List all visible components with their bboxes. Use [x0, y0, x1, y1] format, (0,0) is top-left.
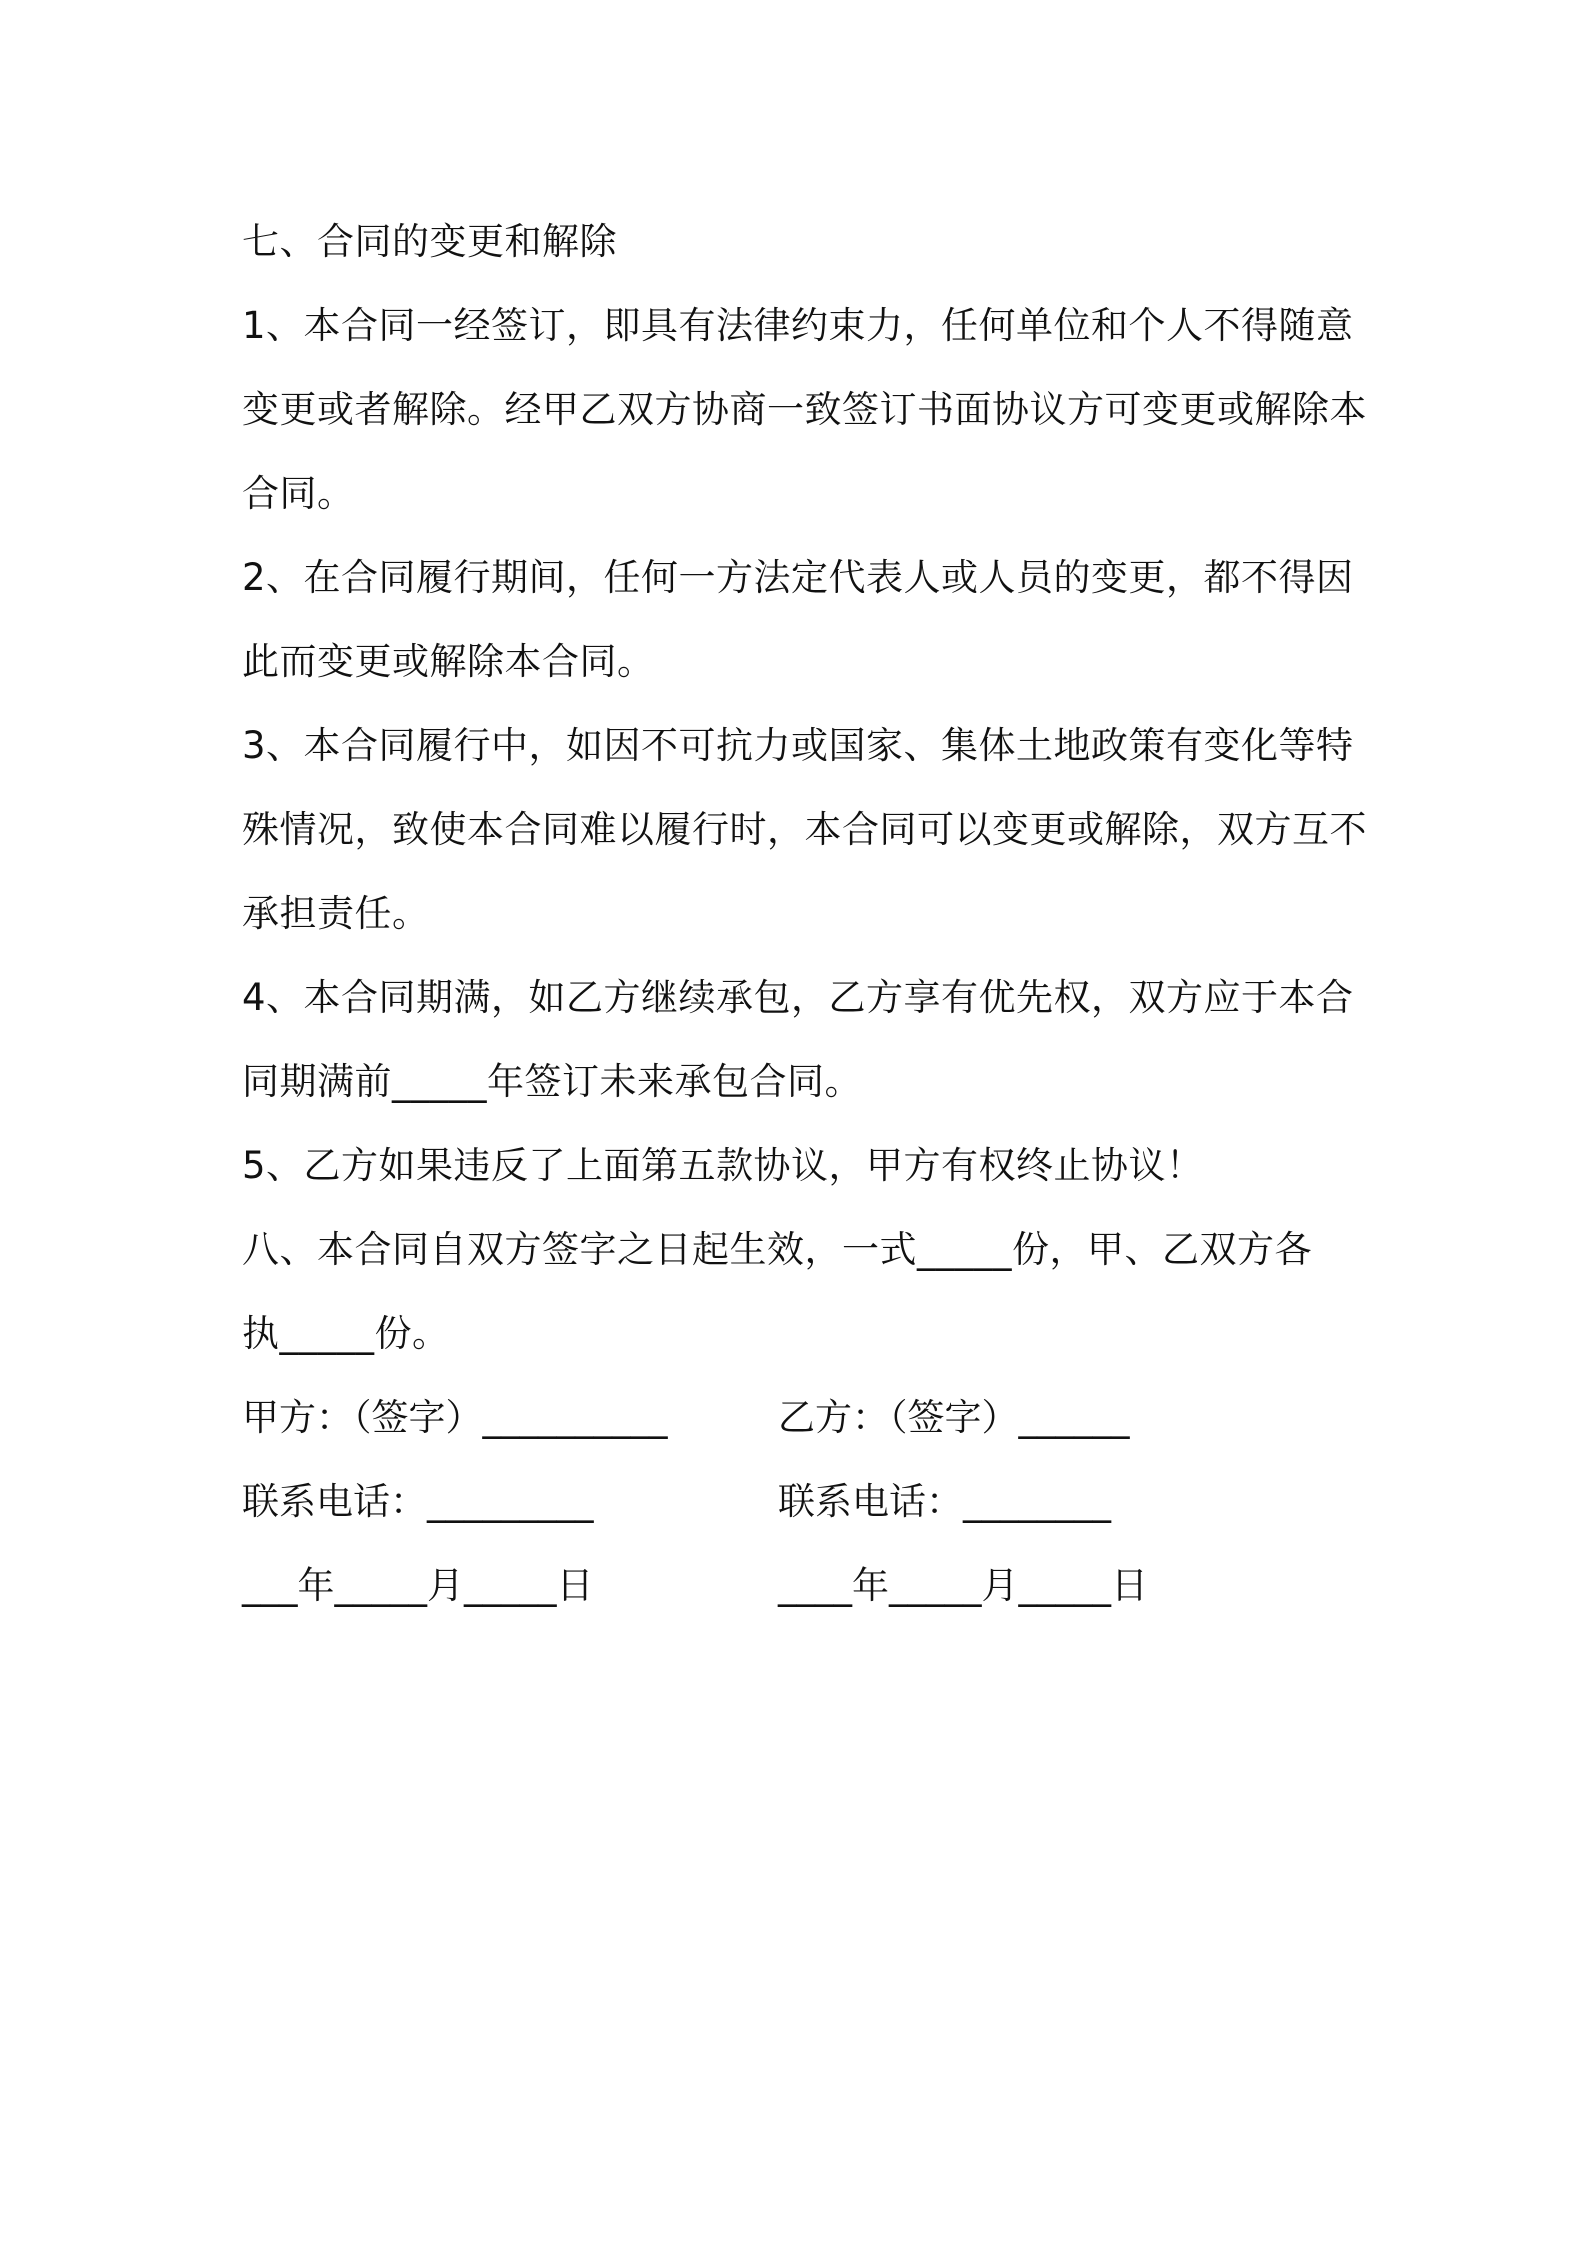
- phone-row: [242, 1460, 1362, 1544]
- paragraph-line: 5、乙方如果违反了上面第五款协议，甲方有权终止协议！: [242, 1144, 1204, 1187]
- signature-row: [242, 1376, 1362, 1460]
- paragraph-line: 此而变更或解除本合同。: [242, 640, 655, 683]
- paragraph-line: 变更或者解除。经甲乙双方协商一致签订书面协议方可变更或解除本: [242, 388, 1367, 431]
- section-title: 七、合同的变更和解除: [242, 220, 617, 263]
- party-a-phone: 联系电话：_________: [242, 1480, 594, 1523]
- party-b-signature: 乙方：（签字）______: [778, 1396, 1130, 1439]
- paragraph-line: 4、本合同期满，如乙方继续承包，乙方享有优先权，双方应于本合: [242, 976, 1354, 1019]
- paragraph-line: 合同。: [242, 472, 355, 515]
- party-b-date: ____年_____月_____日: [778, 1564, 1148, 1607]
- paragraph-line: 执_____份。: [242, 1312, 450, 1355]
- party-a-signature: 甲方：（签字）__________: [242, 1396, 668, 1439]
- date-row: [242, 1544, 1362, 1628]
- paragraph-line: 承担责任。: [242, 892, 430, 935]
- paragraph-line: 3、本合同履行中，如因不可抗力或国家、集体土地政策有变化等特: [242, 724, 1354, 767]
- paragraph-line: 殊情况，致使本合同难以履行时，本合同可以变更或解除，双方互不: [242, 808, 1367, 851]
- paragraph-line: 2、在合同履行期间，任何一方法定代表人或人员的变更，都不得因: [242, 556, 1354, 599]
- document-content: [242, 200, 1367, 1628]
- party-b-phone: 联系电话：________: [778, 1480, 1111, 1523]
- party-a-date: ___年_____月_____日: [242, 1564, 594, 1607]
- paragraph-line: 八、本合同自双方签字之日起生效，一式_____份，甲、乙双方各: [242, 1228, 1312, 1271]
- paragraph-line: 1、本合同一经签订，即具有法律约束力，任何单位和个人不得随意: [242, 304, 1354, 347]
- paragraph-line: 同期满前_____年签订未来承包合同。: [242, 1060, 862, 1103]
